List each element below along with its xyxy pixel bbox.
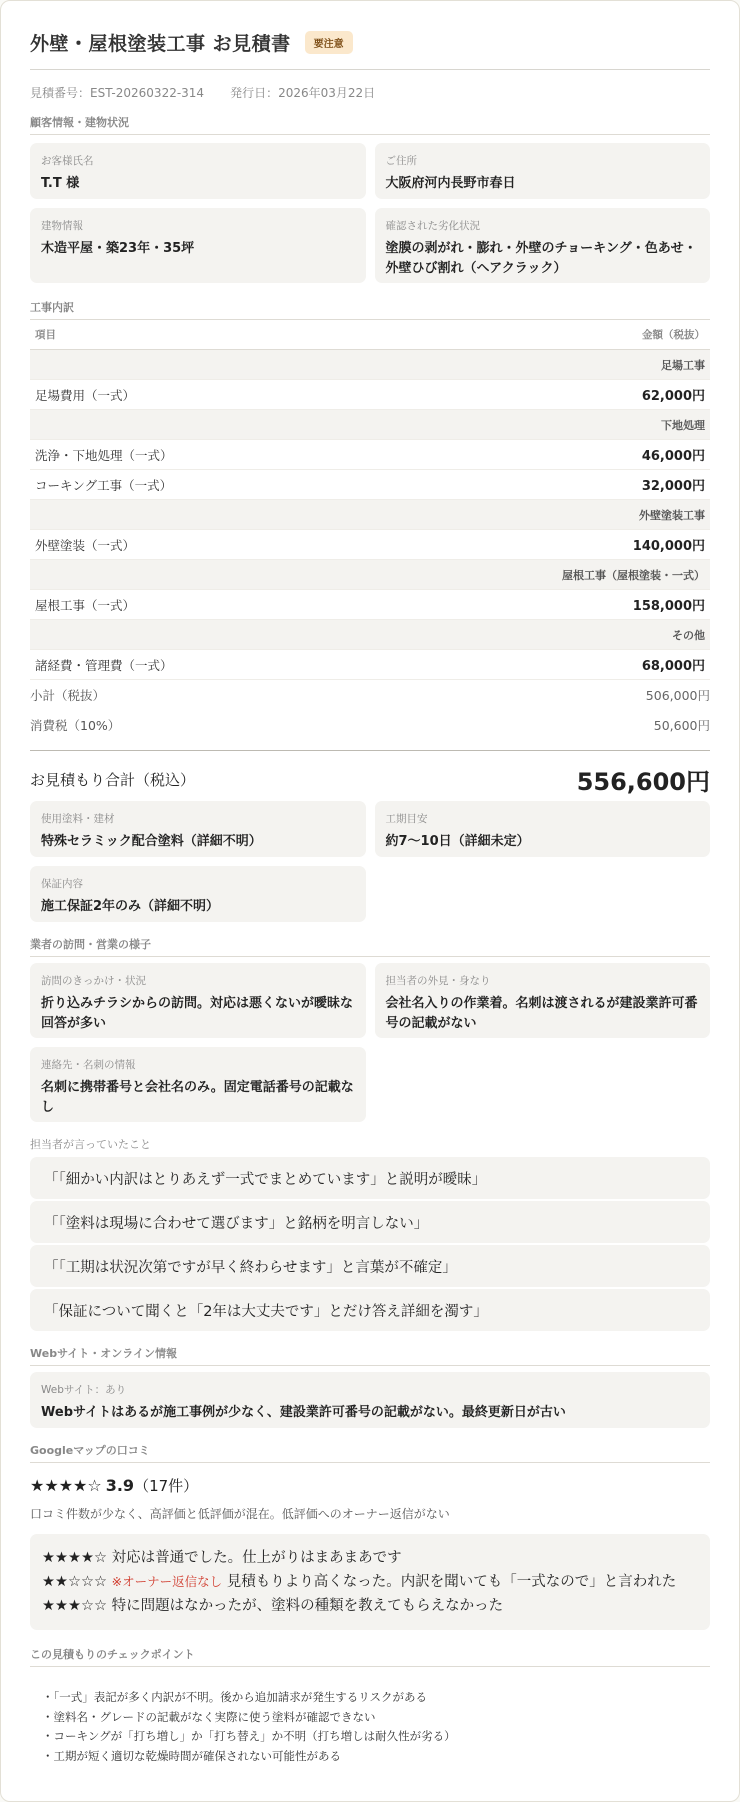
- appearance-card: [375, 963, 711, 1038]
- item-amount: 62,000円: [641, 389, 705, 404]
- card-value: 施工保証2年のみ（詳細不明）: [41, 899, 220, 914]
- customer-name-card: [30, 143, 366, 199]
- issue-date: 発行日：2026年03月22日: [230, 86, 376, 100]
- title-row: [30, 27, 710, 57]
- card-label: 担当者の外見・身なり: [385, 975, 491, 987]
- website-card: [30, 1372, 710, 1428]
- tax-label: 消費税（10%）: [30, 718, 121, 733]
- card-label: お客様氏名: [41, 155, 94, 167]
- item-amount: 140,000円: [632, 539, 705, 554]
- divider: [30, 750, 710, 751]
- card-value: Webサイトはあるが施工事例が少なく、建設業許可番号の記載がない。最終更新日が古い: [41, 1405, 566, 1420]
- estimate-meta: [30, 84, 710, 100]
- material-card: [30, 801, 366, 857]
- section-google-label: Googleマップの口コミ: [30, 1442, 710, 1463]
- item-name: 外壁塗装（一式）: [35, 537, 136, 553]
- card-value: T.T 様: [41, 176, 80, 191]
- work-table: [30, 320, 710, 680]
- building-info-card: [30, 208, 366, 283]
- customer-grid: [30, 143, 710, 283]
- review-summary: 口コミ件数が少なく、高評価と低評価が混在。低評価へのオーナー返信がない: [30, 1507, 450, 1521]
- rating-value: 3.9: [105, 1475, 135, 1495]
- review-text: 対応は普通でした。仕上がりはまあまあです: [111, 1550, 402, 1566]
- star-rating-icon: ★★★★☆: [30, 1475, 102, 1495]
- card-label: 建物情報: [41, 220, 83, 232]
- rating-row: [30, 1473, 710, 1497]
- section-work-label: 工事内訳: [30, 299, 710, 320]
- divider: [30, 69, 710, 70]
- table-row: [30, 650, 710, 680]
- table-row: [30, 590, 710, 620]
- card-value: 約7〜10日（詳細未定）: [385, 834, 530, 849]
- quote-item: 「「細かい内訳はとりあえず一式でまとめています」と説明が曖昧」: [30, 1157, 710, 1199]
- review-text: 特に問題はなかったが、塗料の種類を教えてもらえなかった: [111, 1598, 504, 1614]
- checkpoint-item: ・塗料名・グレードの記載がなく実際に使う塗料が確認できない: [42, 1709, 376, 1724]
- item-name: 足場費用（一式）: [35, 387, 136, 403]
- owner-no-reply-note: ※オーナー返信なし: [111, 1574, 223, 1589]
- checkpoint-list: [30, 1667, 710, 1767]
- card-value: 大阪府河内長野市春日: [385, 176, 516, 191]
- table-row: [30, 440, 710, 470]
- spec-grid: [30, 801, 710, 922]
- col-item-header: 項目: [35, 329, 56, 341]
- table-row: [30, 530, 710, 560]
- total-row: [30, 757, 710, 801]
- card-label: Webサイト：あり: [41, 1384, 127, 1396]
- table-row: [30, 380, 710, 410]
- review-stars-icon: ★★☆☆☆: [42, 1574, 107, 1590]
- card-label: 確認された劣化状況: [385, 220, 480, 232]
- table-row: [30, 470, 710, 500]
- item-amount: 32,000円: [641, 479, 705, 494]
- section-website-label: Webサイト・オンライン情報: [30, 1345, 710, 1366]
- tax-row: [30, 710, 710, 740]
- card-label: 使用塗料・建材: [41, 813, 115, 825]
- card-label: 訪問のきっかけ・状況: [41, 975, 146, 987]
- deterioration-card: [375, 208, 711, 283]
- total-value: 556,600円: [576, 767, 710, 796]
- section-quotes-label: 担当者が言っていたこと: [30, 1138, 151, 1151]
- section-checkpoints-label: この見積もりのチェックポイント: [30, 1646, 710, 1667]
- quote-item: 「「工期は状況次第ですが早く終わらせます」と言葉が不確定」: [30, 1245, 710, 1287]
- category-row: その他: [30, 620, 710, 650]
- total-label: お見積もり合計（税込）: [30, 770, 196, 789]
- card-value: 会社名入りの作業着。名刺は渡されるが建設業許可番号の記載がない: [385, 996, 698, 1031]
- quote-item: 「「塗料は現場に合わせて選びます」と銘柄を明言しない」: [30, 1201, 710, 1243]
- category-row: 足場工事: [30, 350, 710, 380]
- card-value: 木造平屋・築23年・35坪: [41, 241, 195, 256]
- review-text: 見積もりより高くなった。内訳を聞いても「一式なので」と言われた: [226, 1574, 677, 1590]
- table-header: [30, 320, 710, 350]
- review-stars-icon: ★★★☆☆: [42, 1598, 107, 1614]
- warranty-card: [30, 866, 366, 922]
- reviews-box: [30, 1534, 710, 1630]
- review-item: [42, 1594, 698, 1618]
- card-value: 折り込みチラシからの訪問。対応は悪くないが曖昧な回答が多い: [41, 996, 354, 1031]
- card-label: ご住所: [385, 155, 417, 167]
- quote-item: 「保証について聞くと「2年は大丈夫です」とだけ答え詳細を濁す」: [30, 1289, 710, 1331]
- review-count: （17件）: [134, 1476, 199, 1495]
- item-name: 諸経費・管理費（一式）: [35, 657, 173, 673]
- contact-card: [30, 1047, 366, 1122]
- item-name: 屋根工事（一式）: [35, 597, 136, 613]
- estimate-number: 見積番号：EST-20260322-314: [30, 86, 205, 100]
- card-value: 特殊セラミック配合塗料（詳細不明）: [41, 834, 262, 849]
- customer-address-card: [375, 143, 711, 199]
- item-amount: 158,000円: [632, 599, 705, 614]
- period-card: [375, 801, 711, 857]
- section-visit-label: 業者の訪問・営業の様子: [30, 936, 710, 957]
- checkpoint-item: ・コーキングが「打ち増し」か「打ち替え」か不明（打ち増しは耐久性が劣る）: [42, 1729, 456, 1743]
- tax-value: 50,600円: [653, 718, 710, 733]
- col-amount-header: 金額（税抜）: [642, 329, 705, 341]
- warning-badge: 要注意: [305, 31, 353, 54]
- review-item: [42, 1546, 698, 1570]
- subtotal-value: 506,000円: [645, 688, 710, 703]
- subtotal-label: 小計（税抜）: [30, 688, 106, 703]
- card-label: 保証内容: [41, 878, 83, 890]
- card-value: 塗膜の剥がれ・膨れ・外壁のチョーキング・色あせ・外壁ひび割れ（ヘアクラック）: [385, 241, 697, 276]
- item-name: コーキング工事（一式）: [35, 477, 173, 493]
- item-amount: 46,000円: [641, 449, 705, 464]
- section-customer-label: 顧客情報・建物状況: [30, 114, 710, 135]
- card-label: 連絡先・名刺の情報: [41, 1059, 136, 1071]
- review-item: [42, 1570, 698, 1594]
- visit-reason-card: [30, 963, 366, 1038]
- checkpoint-item: ・工期が短く適切な乾燥時間が確保されない可能性がある: [42, 1748, 341, 1763]
- visit-grid: [30, 963, 710, 1122]
- item-amount: 68,000円: [641, 659, 705, 674]
- item-name: 洗浄・下地処理（一式）: [35, 447, 173, 463]
- subtotal-row: [30, 680, 710, 710]
- review-stars-icon: ★★★★☆: [42, 1550, 107, 1566]
- category-row: 下地処理: [30, 410, 710, 440]
- card-label: 工期目安: [385, 813, 428, 825]
- checkpoint-item: ・「一式」表記が多く内訳が不明。後から追加請求が発生するリスクがある: [42, 1690, 428, 1704]
- category-row: 屋根工事（屋根塗装・一式）: [30, 560, 710, 590]
- page-title: 外壁・屋根塗装工事 お見積書: [30, 32, 291, 55]
- quotes-list: [30, 1157, 710, 1331]
- card-value: 名刺に携帯番号と会社名のみ。固定電話番号の記載なし: [41, 1080, 354, 1115]
- category-row: 外壁塗装工事: [30, 500, 710, 530]
